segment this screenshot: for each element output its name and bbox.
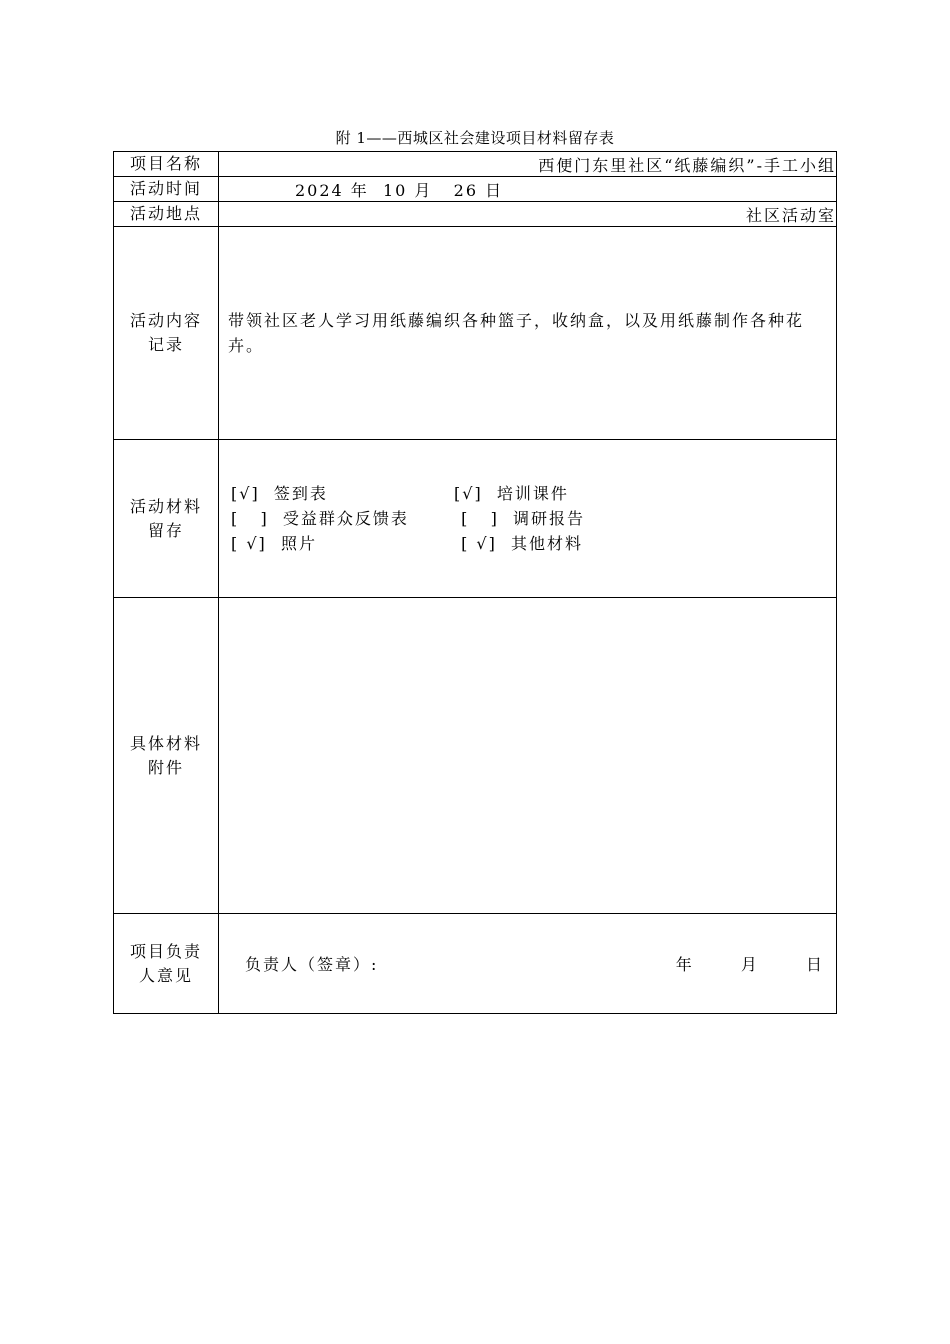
checkbox-signin-sheet: [√] 签到表 [231,484,328,503]
activity-time-text: 2024 年 10 月 26 日 [295,180,504,200]
activity-time-value [219,177,837,202]
table-row-attachments [114,598,837,914]
leader-opinion-label [114,914,219,1014]
table-row-activity-content [114,227,837,440]
checkbox-training-courseware: [√] 培训课件 [454,484,569,503]
table-row-activity-time [114,177,837,202]
table-row-materials [114,440,837,598]
leader-opinion-area [219,914,837,1014]
table-row-activity-place [114,202,837,227]
attachments-area [219,598,837,914]
activity-place-label: 活动地点 [114,202,219,227]
attachments-label [114,598,219,914]
activity-place-value: 社区活动室 [219,202,837,227]
materials-label [114,440,219,598]
checkbox-other-materials: [ √] 其他材料 [454,534,584,553]
signature-date [676,952,824,975]
form-caption: 附 1——西城区社会建设项目材料留存表 [335,129,615,147]
materials-checklist [219,440,837,598]
materials-list [219,481,836,556]
date-day: 日 [805,955,824,974]
materials-row [231,531,836,556]
signer-label: 负责人（签章）: [245,955,379,974]
table-row-leader-opinion [114,914,837,1014]
materials-row [231,481,836,506]
activity-content-label [114,227,219,440]
checkbox-feedback-form: [ ] 受益群众反馈表 [231,509,409,528]
material-retention-table [113,151,837,1014]
project-name-value: 西便门东里社区“纸藤编织”-手工小组 [219,152,837,177]
date-year: 年 [675,955,694,974]
materials-label-text: 活动材料留存 [129,496,202,540]
activity-content-text: 带领社区老人学习用纸藤编织各种篮子，收纳盒，以及用纸藤制作各种花卉。 [228,311,805,355]
date-month: 月 [740,955,759,974]
table-row-project-name [114,152,837,177]
checkbox-research-report: [ ] 调研报告 [454,509,586,528]
activity-content-value [219,227,837,440]
materials-row [231,506,836,531]
activity-time-label: 活动时间 [114,177,219,202]
project-name-label: 项目名称 [114,152,219,177]
attachments-label-text: 具体材料附件 [129,733,202,777]
activity-content-label-text: 活动内容记录 [129,311,202,354]
checkbox-photos: [ √] 照片 [231,534,317,553]
signature-row [219,952,836,975]
leader-opinion-label-text: 项目负责人意见 [129,941,202,985]
